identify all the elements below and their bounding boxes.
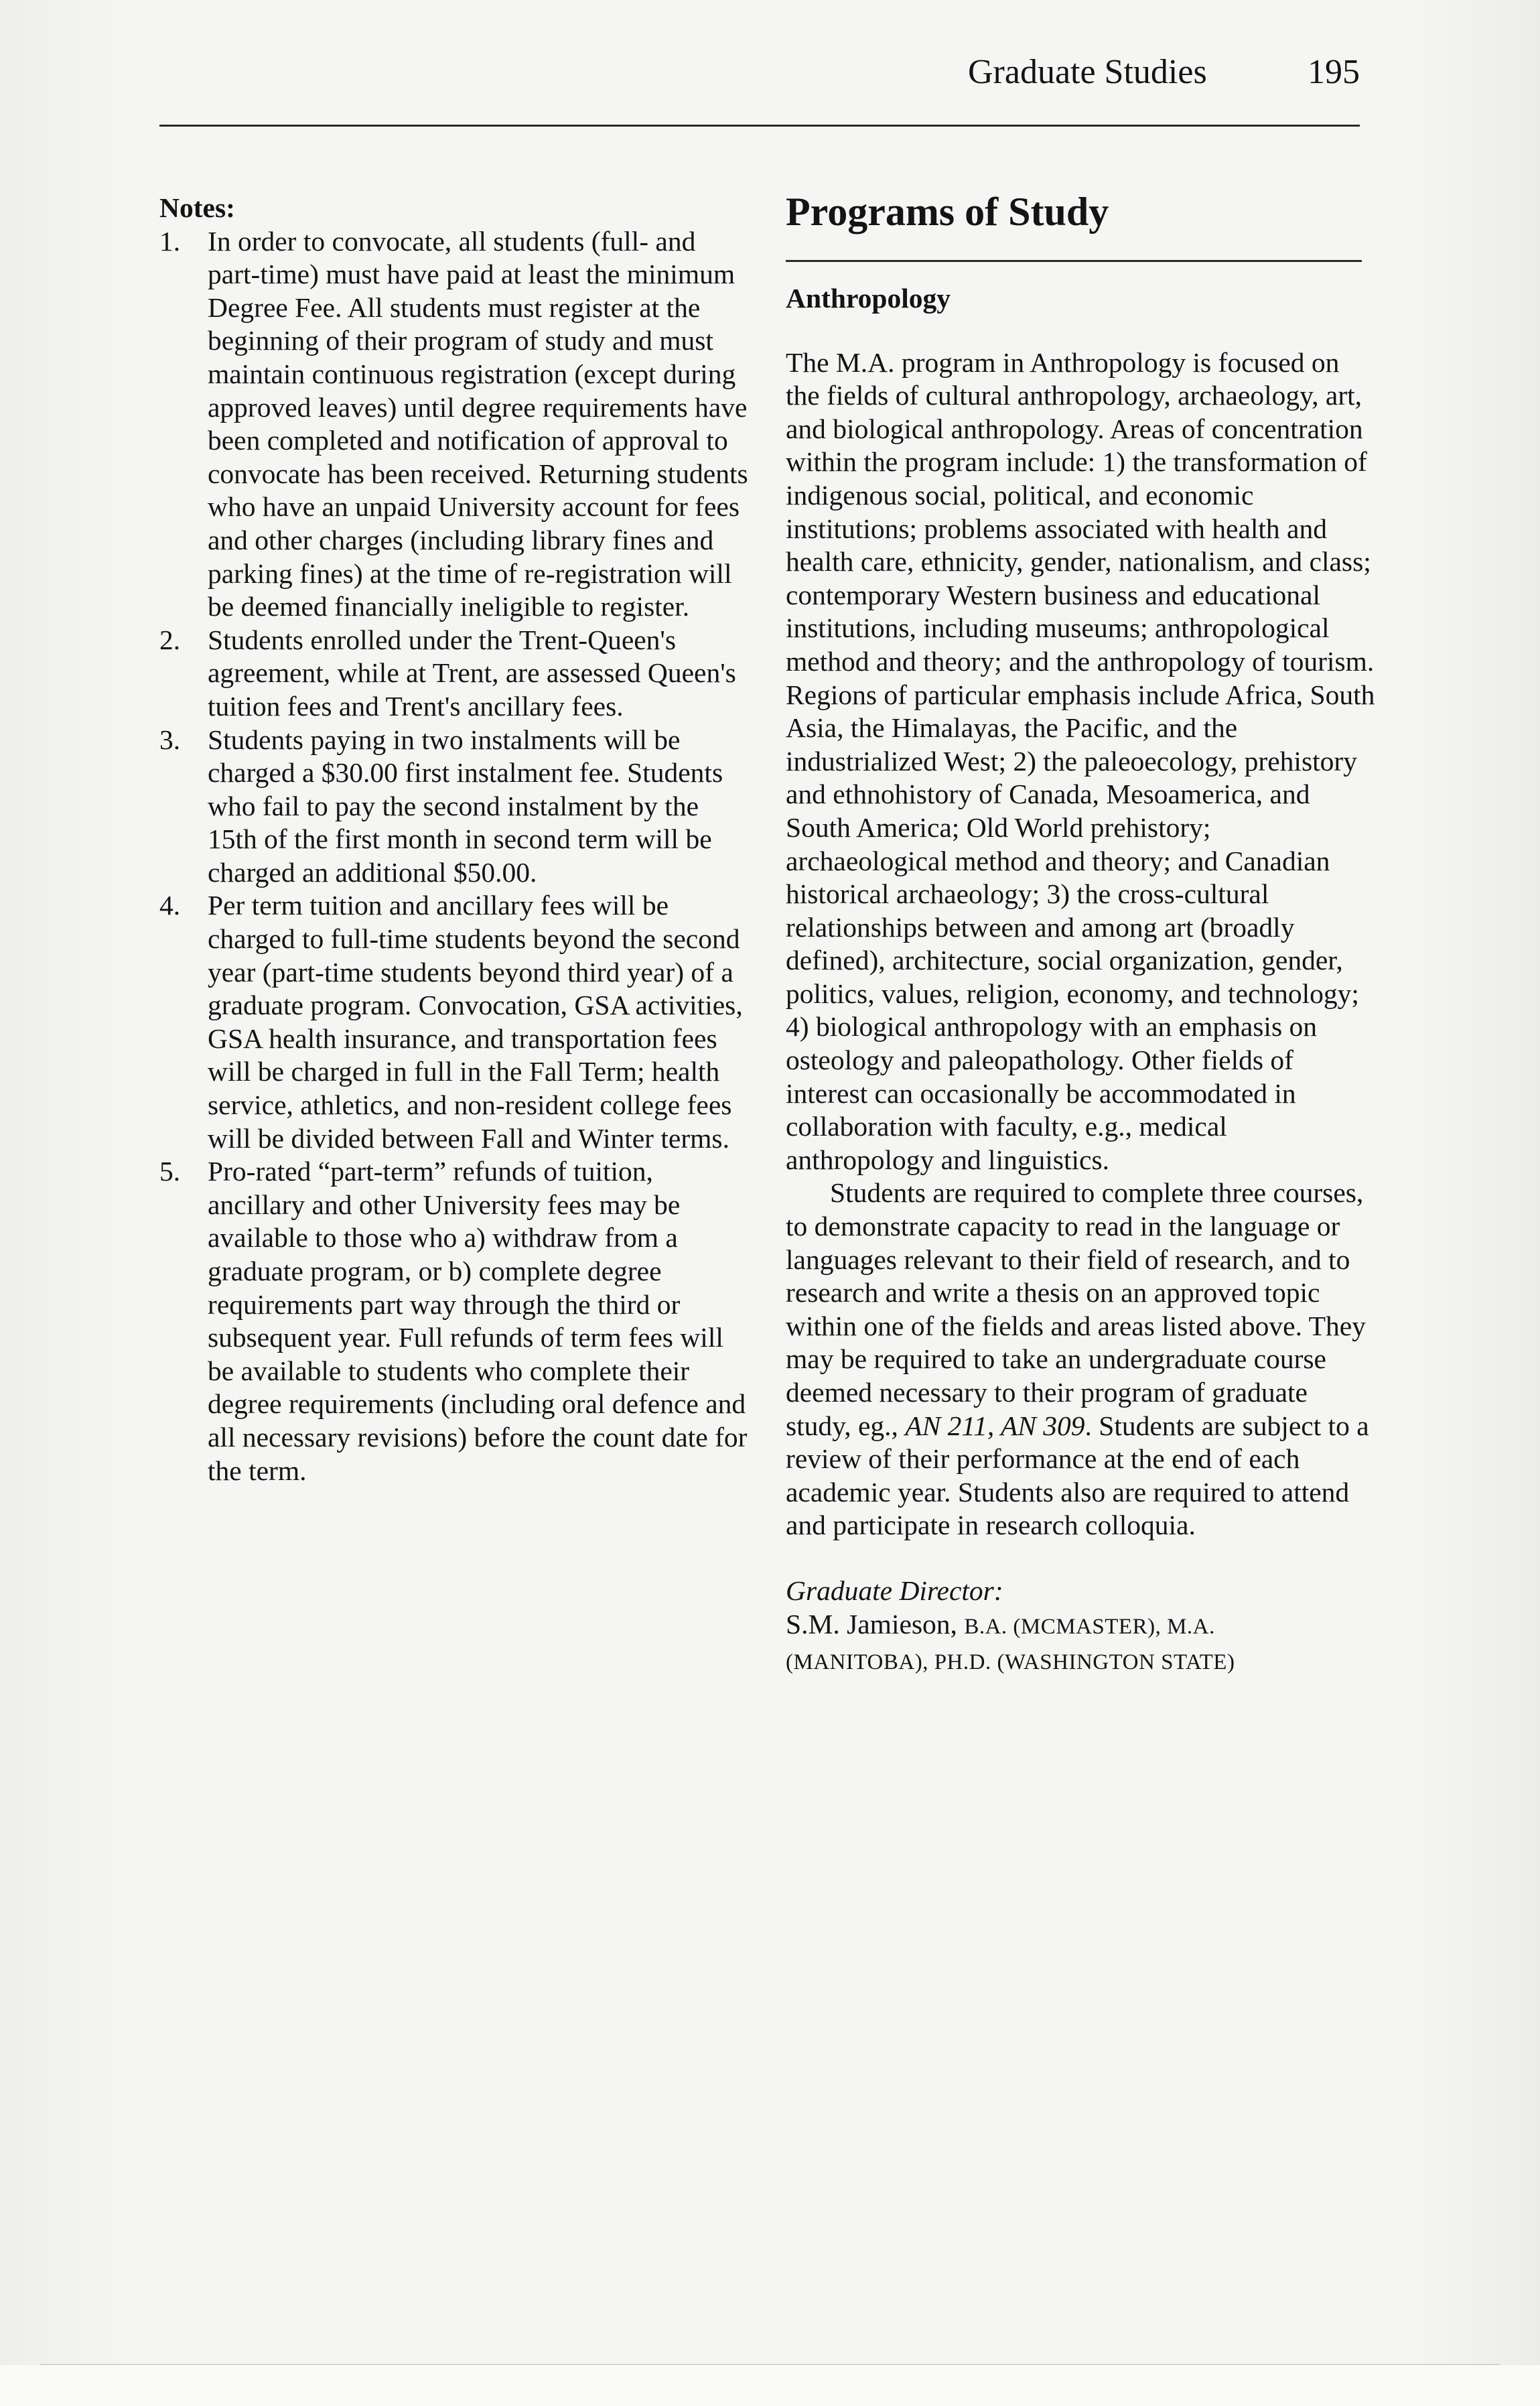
program-requirements: [786, 1177, 1375, 1542]
running-header: [968, 52, 1360, 99]
note-item: [159, 889, 749, 1155]
note-number: 4.: [159, 890, 181, 921]
note-text: Students paying in two instalments will be charged a $30.00 first instalment fee. Students who fail to pay the second instalment by the 15th of the first month in second term will be charged an additional $50.00.: [208, 724, 723, 888]
scan-margin: [0, 2365, 1540, 2406]
section-rule: [786, 260, 1362, 262]
note-text: In order to convocate, all students (full- and part-time) must have paid at least the minimum Degree Fee. All students must register at the beginning of their program of study and must maintain continuous registration (except during approved leaves) until degree requirements have been completed and notification of approval to convocate has been received. Returning students who have an unpaid University account for fees and other charges (including library fines and parking fines) at the time of re-registration will be deemed financially ineligible to register.: [208, 225, 748, 622]
director-entry-continued: [786, 1644, 1375, 1680]
director-degrees: B.A. (MCMASTER), M.A.: [964, 1614, 1215, 1639]
director-degrees-continued: (MANITOBA), PH.D. (WASHINGTON STATE): [786, 1650, 1235, 1675]
section-title: Programs of Study: [786, 190, 1109, 234]
requirements-text: Students are required to complete three courses, to demonstrate capacity to read in the language or languages relevant to their field of research, and to research and write a thesis on an approved topic within one of the fields and areas listed above. They may be required to take an undergraduate course deemed necessary to their program of graduate study, eg.,: [786, 1177, 1366, 1441]
course-codes: AN 211, AN 309: [905, 1410, 1085, 1441]
note-text: Pro-rated “part-term” refunds of tuition, ancillary and other University fees may be available to those who a) withdraw from a graduate program, or b) complete degree requirements part way through the third or subsequent year. Full refunds of term fees will be available to students who complete their degree requirements (including oral defence and all necessary revisions) before the count date for the term.: [208, 1156, 748, 1486]
note-item: [159, 724, 749, 890]
notes-column: [159, 192, 749, 1487]
note-number: 3.: [159, 724, 181, 755]
notes-list: [159, 225, 749, 1488]
note-number: 2.: [159, 624, 181, 655]
program-heading: Anthropology: [786, 283, 951, 314]
note-number: 5.: [159, 1156, 181, 1187]
note-text: Per term tuition and ancillary fees will be charged to full-time students beyond the second year (part-time students beyond third year) of a graduate program. Convocation, GSA activities, GSA health insurance, and transportation fees will be charged in full in the Fall Term; health service, athletics, and non-resident college fees will be divided between Fall and Winter terms.: [208, 890, 743, 1154]
director-entry: [786, 1608, 1375, 1644]
programs-column: [786, 188, 1375, 1680]
note-number: 1.: [159, 225, 181, 257]
notes-title: Notes:: [159, 192, 235, 223]
header-rule: [159, 125, 1360, 127]
note-item: [159, 225, 749, 624]
note-item: [159, 624, 749, 724]
note-text: Students enrolled under the Trent-Queen's agreement, while at Trent, are assessed Queen's tuition fees and Trent's ancillary fees.: [208, 624, 736, 722]
page-number: 195: [1308, 53, 1360, 91]
director-name: S.M. Jamieson,: [786, 1608, 957, 1640]
program-description: The M.A. program in Anthropology is focused on the fields of cultural anthropology, archaeology, art, and biological anthropology. Areas of concentration within the program include: 1) the transformation of indigenous social, political, and economic institutions; problems associated with health and health care, ethnicity, gender, nationalism, and class; contemporary Western business and educational institutions, including museums; anthropological method and theory; and the anthropology of tourism. Regions of particular emphasis include Africa, South Asia, the Himalayas, the Pacific, and the industrialized West; 2) the paleoecology, prehistory and ethnohistory of Canada, Mesoamerica, and South America; Old World prehistory; archaeological method and theory; and Canadian historical archaeology; 3) the cross-cultural relationships between and among art (broadly defined), architecture, social organization, gender, politics, values, religion, economy, and technology; 4) biological anthropology with an emphasis on osteology and paleopathology. Other fields of interest can occasionally be accommodated in collaboration with faculty, e.g., medical anthropology and linguistics.: [786, 346, 1375, 1175]
requirements-text-continued: . Students are subject to a review of their performance at the end of each academic year. Students also are required to attend and participate in research colloquia.: [786, 1410, 1369, 1541]
note-item: [159, 1155, 749, 1487]
running-header-title: Graduate Studies: [968, 53, 1207, 91]
director-label: Graduate Director:: [786, 1575, 1003, 1606]
